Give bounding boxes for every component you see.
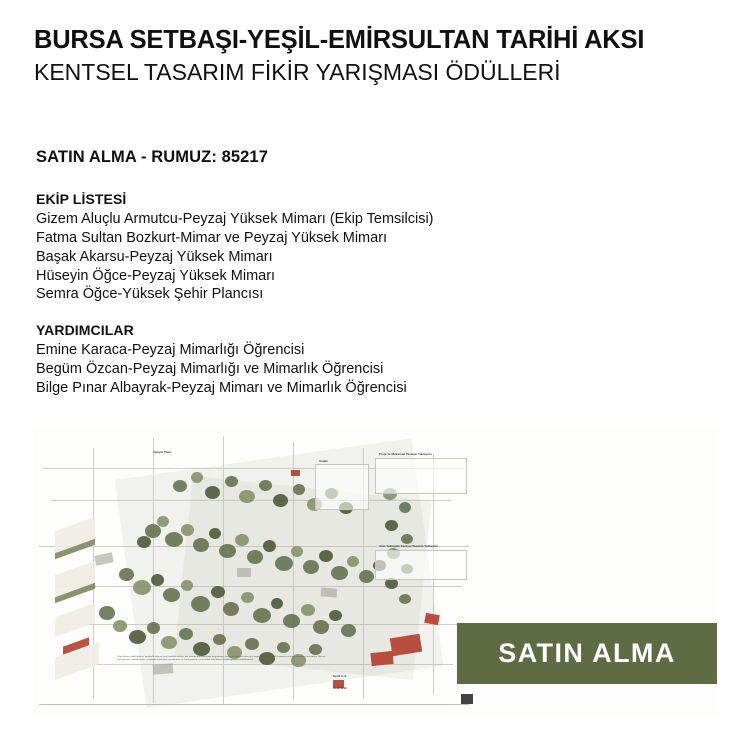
- tree-mass: [259, 480, 272, 491]
- list-item: Bilge Pınar Albayrak-Peyzaj Mimarı ve Mimarlık Öğrencisi: [36, 379, 407, 396]
- tree-mass: [211, 586, 225, 598]
- board-caption: Analiz: [319, 459, 328, 463]
- list-item: Begüm Özcan-Peyzaj Mimarlığı ve Mimarlık Öğrencisi: [36, 361, 384, 378]
- board-caption: Alan Yaklaşıklı Kentsel Tasarım Yaklaşımı: [379, 544, 439, 548]
- tree-mass: [137, 536, 151, 548]
- tree-mass: [179, 628, 193, 640]
- building-roof: [370, 651, 393, 666]
- tree-mass: [151, 574, 164, 586]
- tree-mass: [277, 642, 290, 653]
- building-roof: [291, 470, 300, 476]
- award-ribbon-label: SATIN ALMA: [498, 638, 676, 668]
- tree-mass: [329, 610, 342, 621]
- tree-mass: [301, 604, 315, 616]
- building-footprint: [237, 568, 251, 577]
- tree-mass: [385, 520, 398, 531]
- tree-mass: [193, 642, 210, 656]
- board-caption: Proje ve Mekansal Tasarım Yaklaşımı: [379, 452, 432, 456]
- tree-mass: [235, 534, 249, 546]
- header: [34, 26, 724, 86]
- team-list-heading: EKİP LİSTESİ: [36, 191, 127, 207]
- north-arrow-icon: [461, 694, 473, 704]
- tree-mass: [319, 550, 333, 562]
- tree-mass: [113, 620, 127, 632]
- page-subtitle: KENTSEL TASARIM FİKİR YARIŞMASI ÖDÜLLERİ: [34, 58, 561, 85]
- tree-mass: [293, 484, 305, 495]
- tree-mass: [209, 528, 221, 539]
- tree-mass: [271, 598, 283, 609]
- tree-mass: [147, 622, 160, 634]
- tree-mass: [275, 556, 293, 571]
- building-footprint: [321, 587, 338, 597]
- tree-mass: [165, 532, 183, 547]
- award-block: [36, 148, 636, 398]
- tree-mass: [399, 594, 411, 604]
- tree-mass: [133, 580, 151, 595]
- tree-mass: [303, 560, 319, 574]
- tree-mass: [245, 638, 259, 650]
- tree-mass: [309, 644, 322, 655]
- tree-mass: [181, 524, 194, 536]
- tree-mass: [181, 580, 193, 591]
- list-item: Hüseyin Öğce-Peyzaj Yüksek Mimarı: [36, 267, 276, 284]
- award-title: SATIN ALMA - RUMUZ: 85217: [36, 148, 268, 166]
- tree-mass: [347, 556, 359, 567]
- board-caption: Kesit A-A: [333, 674, 347, 678]
- tree-mass: [173, 480, 187, 492]
- tree-mass: [119, 568, 134, 581]
- tree-mass: [163, 588, 180, 602]
- tree-mass: [253, 608, 271, 623]
- tree-mass: [225, 476, 238, 487]
- tree-mass: [241, 592, 254, 603]
- assistants-list-heading: YARDIMCILAR: [36, 322, 134, 339]
- tree-mass: [331, 566, 348, 580]
- building-footprint: [94, 552, 114, 566]
- board-caption: Vaziyet Planı: [153, 450, 172, 454]
- tree-mass: [399, 502, 411, 513]
- tree-mass: [223, 602, 239, 616]
- tree-mass: [283, 614, 300, 628]
- tree-mass: [191, 596, 210, 612]
- list-item: Gizem Aluçlu Armutcu-Peyzaj Yüksek Mimarı (Ekip Temsilcisi): [36, 211, 434, 227]
- board-detail-panel: [375, 550, 467, 580]
- tree-mass: [157, 516, 169, 527]
- board-detail-panel: [315, 464, 369, 510]
- board-line: [39, 704, 469, 705]
- list-item: Semra Öğce-Yüksek Şehir Plancısı: [36, 286, 264, 303]
- tree-mass: [99, 606, 115, 620]
- building-footprint: [153, 663, 174, 674]
- isometric-vignette: [55, 603, 95, 638]
- tree-mass: [205, 486, 220, 499]
- tree-mass: [161, 636, 177, 649]
- tree-mass: [247, 550, 263, 564]
- tree-mass: [341, 624, 356, 637]
- tree-mass: [213, 634, 226, 645]
- list-spacer: [36, 304, 636, 322]
- page-title: BURSA SETBAŞI-YEŞİL-EMİRSULTAN TARİHİ AKSI: [34, 26, 645, 54]
- tree-mass: [263, 540, 276, 552]
- tree-mass: [219, 544, 236, 558]
- team-list: [36, 210, 636, 304]
- board-detail-panel: [375, 458, 467, 494]
- tree-mass: [313, 620, 329, 634]
- tree-mass: [291, 546, 303, 557]
- tree-mass: [129, 630, 146, 644]
- list-item: Başak Akarsu-Peyzaj Yüksek Mimarı: [36, 248, 273, 265]
- award-ribbon: [457, 623, 717, 684]
- board-body-text: Proje alanının tarihi dokusu, topoğrafik eğim ve yeşil süreklilik ilişkileri göz önünde bulundurularak kurgulanmış; Setbaşı-Yeşil-Emirsultan aksı boyunca yaya öncelikli, kesintisiz bir kamusal omurga önerilmiştir. Mevcut ticari aksların canlandırılması, meydanların yeniden tanımlanması ve tarihi yapıların çevresindeki boşlukların niteliklendirilmesi hedeflenmiştir.: [117, 656, 326, 662]
- list-item: Fatma Sultan Bozkurt-Mimar ve Peyzaj Yüksek Mimarı: [36, 229, 388, 246]
- assistants-list: [36, 341, 636, 398]
- tree-mass: [359, 570, 374, 583]
- tree-mass: [401, 534, 413, 544]
- board-caption: Kesit B-B: [333, 686, 347, 690]
- tree-mass: [193, 538, 209, 552]
- tree-mass: [273, 494, 288, 507]
- tree-mass: [239, 490, 255, 503]
- tree-mass: [191, 472, 203, 483]
- list-item: Emine Karaca-Peyzaj Mimarlığı Öğrencisi: [36, 342, 305, 359]
